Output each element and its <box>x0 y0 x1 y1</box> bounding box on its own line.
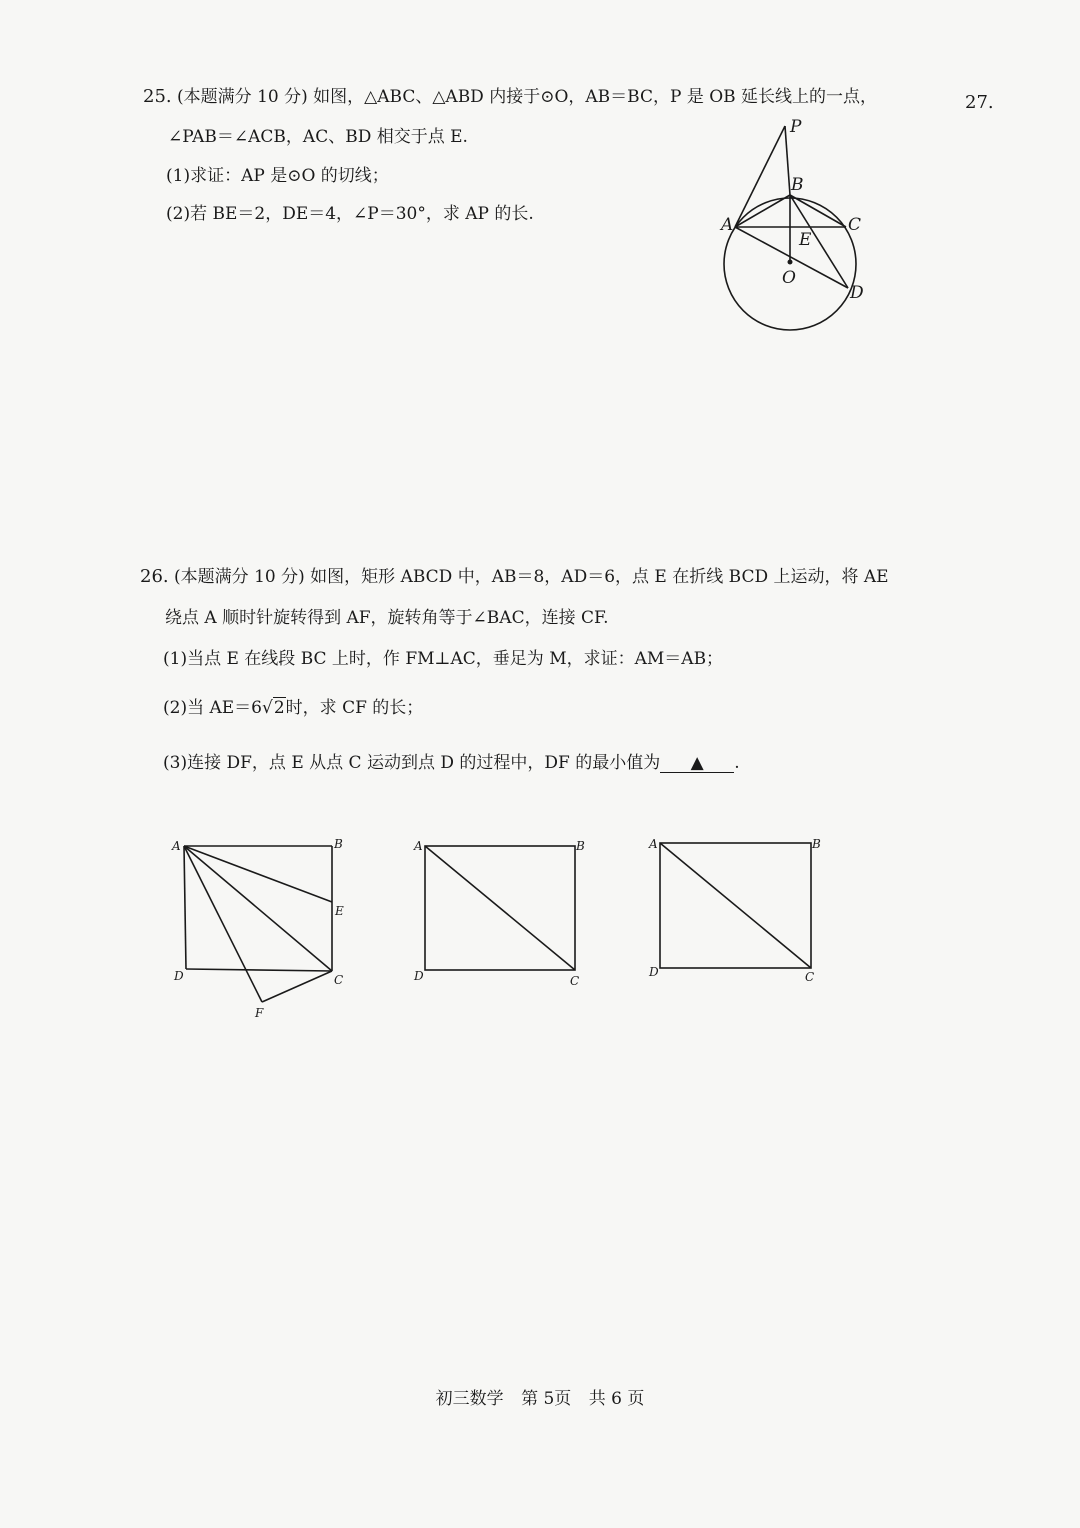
q26-part2-pre: (2)当 AE＝6 <box>163 698 262 718</box>
q25-stem2: ∠PAB＝∠ACB，AC、BD 相交于点 E. <box>168 127 468 147</box>
q26-part1: (1)当点 E 在线段 BC 上时，作 FM⊥AC，垂足为 M，求证：AM＝AB； <box>163 649 724 669</box>
fig3-diagonal-ac <box>660 843 811 968</box>
fig1-label-c: C <box>334 973 344 987</box>
footer-subject: 初三数学 <box>435 1389 504 1409</box>
triangle-icon: ▲ <box>690 753 704 773</box>
q25-part2: (2)若 BE＝2，DE＝4，∠P＝30°，求 AP 的长. <box>166 204 534 224</box>
label-c: C <box>848 215 862 235</box>
q26-stem2: 绕点 A 顺时针旋转得到 AF，旋转角等于∠BAC，连接 CF. <box>165 608 609 628</box>
fig1-label-f: F <box>255 1006 264 1020</box>
fig3-label-c: C <box>805 970 815 984</box>
label-p: P <box>790 117 802 137</box>
fig1-label-b: B <box>334 837 343 851</box>
footer-page: 第 5页 <box>521 1389 572 1409</box>
fig1-label-a: A <box>172 839 181 853</box>
label-e: E <box>799 230 812 250</box>
q27-number: 27. <box>965 92 994 113</box>
q25-stem1: 如图，△ABC、△ABD 内接于⊙O，AB＝BC，P 是 OB 延长线上的一点， <box>313 87 878 107</box>
label-b: B <box>791 175 804 195</box>
footer-total: 共 6 页 <box>588 1389 645 1409</box>
fig2-label-d: D <box>414 969 424 983</box>
sqrt-expression: √2 <box>262 698 285 718</box>
fig1-label-d: D <box>174 969 184 983</box>
page-footer <box>0 1384 1080 1409</box>
q26-part2-post: 时，求 CF 的长； <box>285 698 424 718</box>
q25-number: 25. <box>143 86 172 107</box>
fig3-label-d: D <box>649 965 659 979</box>
q26-stem1: 如图，矩形 ABCD 中，AB＝8，AD＝6，点 E 在折线 BCD 上运动，将 AE <box>310 567 889 587</box>
q26-part3-text: (3)连接 DF，点 E 从点 C 运动到点 D 的过程中，DF 的最小值为 <box>163 753 661 773</box>
label-a: A <box>721 215 734 235</box>
q25-points: (本题满分 10 分) <box>177 87 308 107</box>
fig2-label-c: C <box>570 974 580 988</box>
label-o: O <box>782 268 796 288</box>
fig3-label-b: B <box>812 837 821 851</box>
q25-part1: (1)求证：AP 是⊙O 的切线； <box>166 166 389 186</box>
fig2-label-b: B <box>576 839 585 853</box>
fig2-label-a: A <box>414 839 423 853</box>
label-d: D <box>850 283 864 303</box>
fig3-label-a: A <box>649 837 658 851</box>
q26-points: (本题满分 10 分) <box>174 567 305 587</box>
q26-part3-end: . <box>734 753 740 773</box>
q26-number: 26. <box>140 566 169 587</box>
sqrt-radicand: 2 <box>273 698 285 718</box>
fig1-label-e: E <box>335 904 344 918</box>
